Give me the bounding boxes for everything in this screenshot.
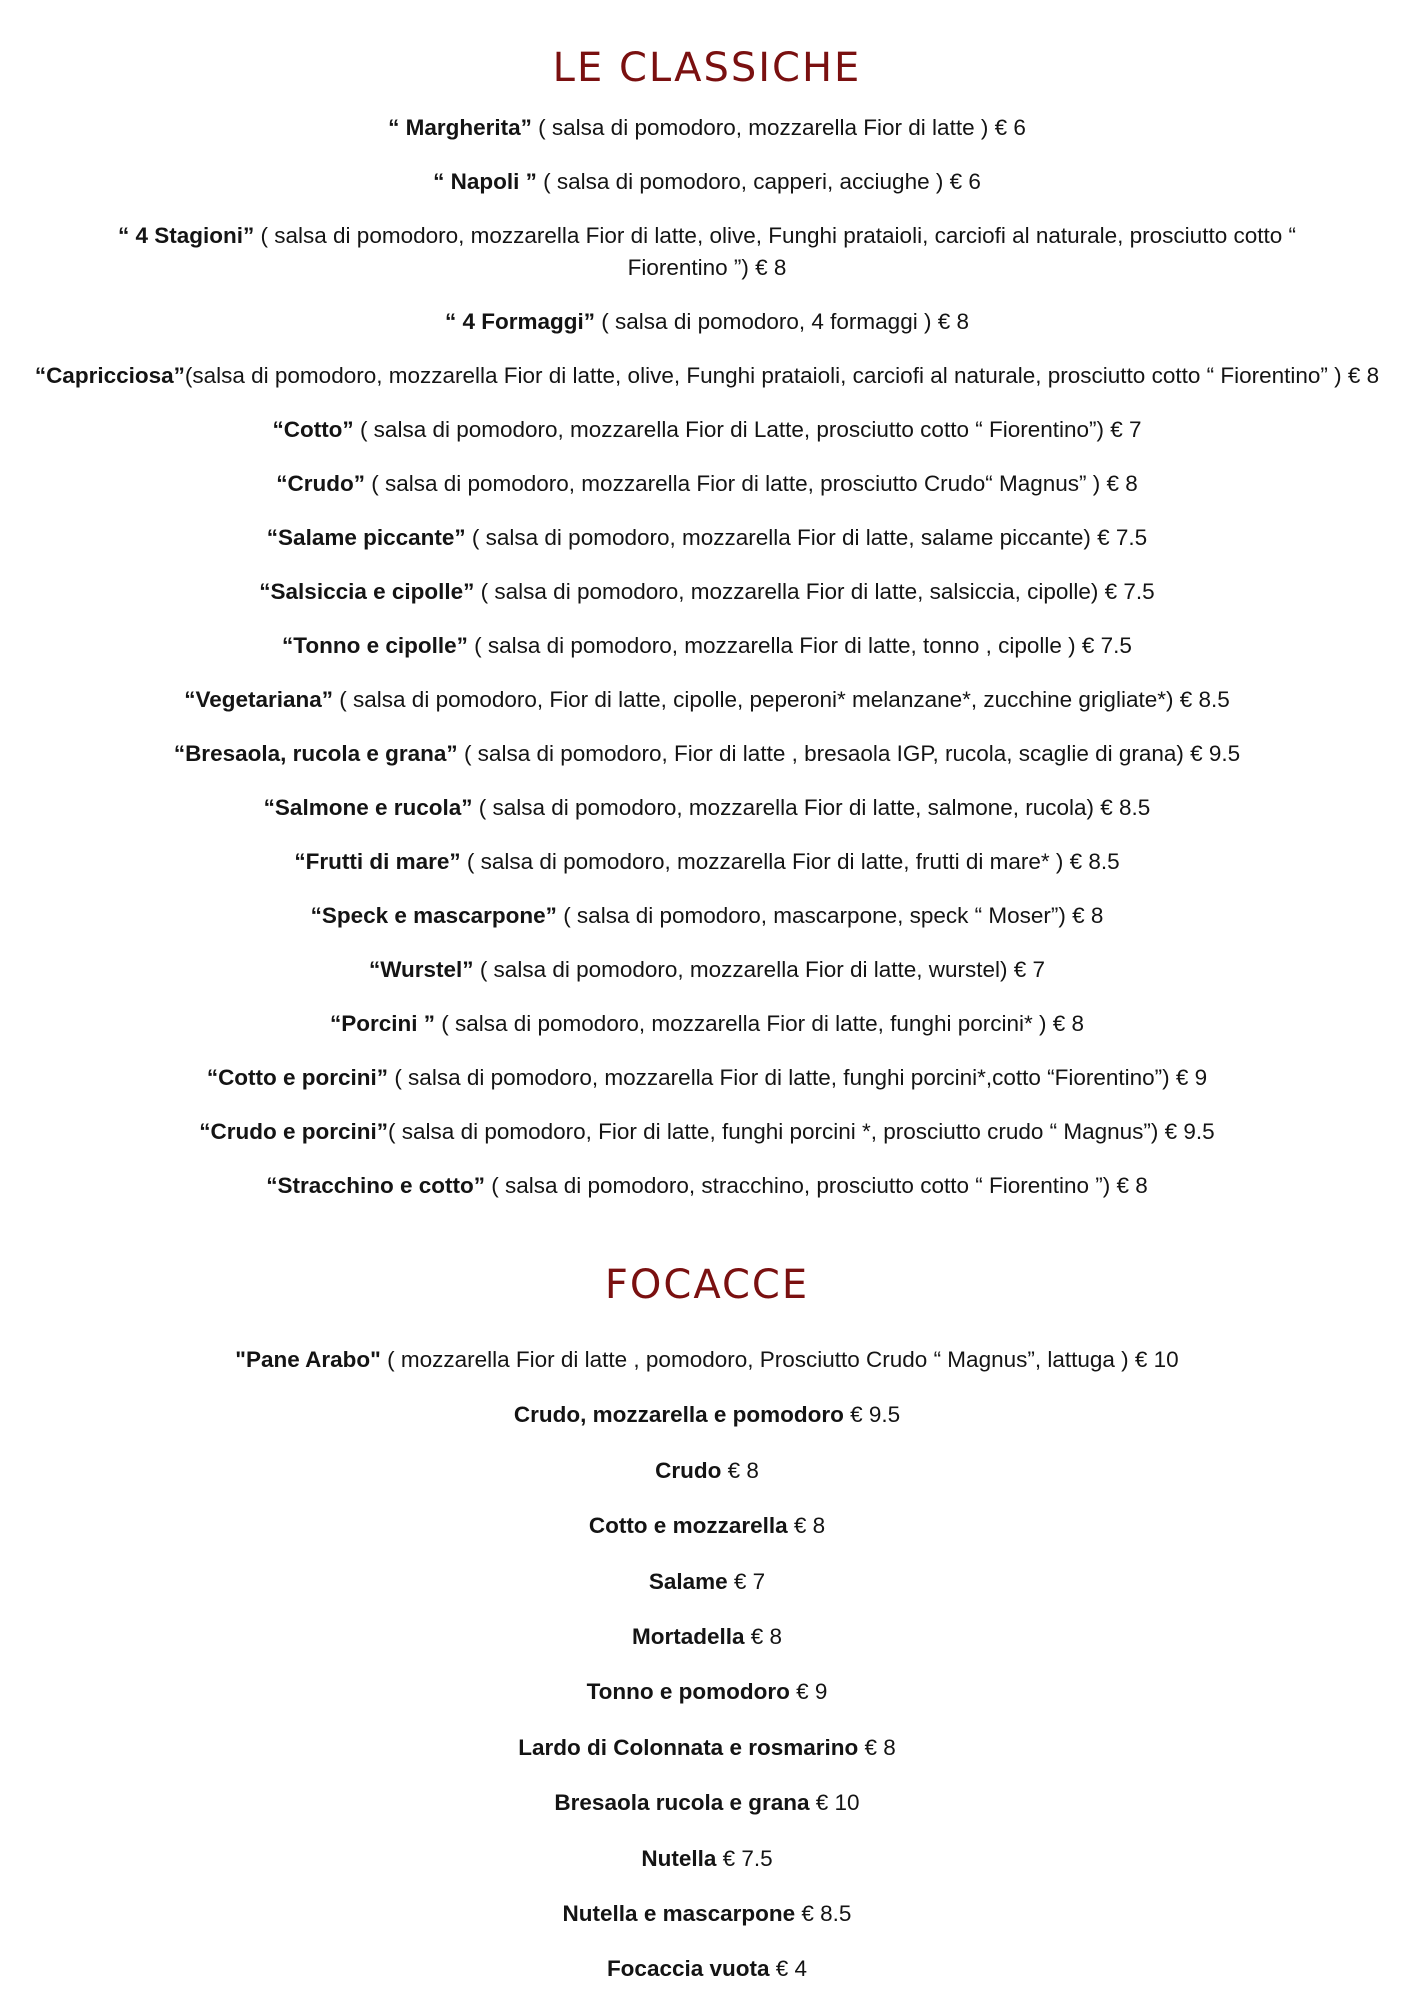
item-name: “Crudo” xyxy=(276,471,365,496)
item-description: ( salsa di pomodoro, mozzarella Fior di latte, salmone, rucola) € 8.5 xyxy=(472,795,1151,820)
menu-item xyxy=(22,900,1392,932)
menu-item xyxy=(22,112,1392,144)
item-description: ( salsa di pomodoro, mozzarella Fior di latte, wurstel) € 7 xyxy=(473,957,1046,982)
menu-item xyxy=(22,846,1392,878)
menu-item xyxy=(22,1008,1392,1040)
item-name: Salame xyxy=(648,1568,728,1594)
item-name: “ Napoli ” xyxy=(433,169,537,194)
item-price: € 7.5 xyxy=(716,1845,773,1871)
menu-item xyxy=(0,1344,1414,1376)
menu-item xyxy=(0,1621,1414,1653)
menu-item xyxy=(22,630,1392,662)
classiche-list xyxy=(22,112,1392,1224)
item-name: “Salame piccante” xyxy=(266,525,466,550)
item-name: Cotto e mozzarella xyxy=(588,1513,788,1539)
menu-item xyxy=(0,1732,1414,1764)
menu-item xyxy=(0,1898,1414,1930)
menu-item xyxy=(0,1455,1414,1487)
item-price: € 8 xyxy=(787,1513,826,1539)
item-description: (salsa di pomodoro, mozzarella Fior di latte, olive, Funghi prataioli, carciofi al naturale, prosciutto cotto “ Fiorentino” ) € 8 xyxy=(184,363,1380,388)
focacce-list xyxy=(0,1344,1414,2009)
item-name: “Salmone e rucola” xyxy=(263,795,473,820)
item-description: ( salsa di pomodoro, mozzarella Fior di latte, tonno , cipolle ) € 7.5 xyxy=(467,633,1132,658)
menu-item xyxy=(22,684,1392,716)
menu-item xyxy=(22,576,1392,608)
item-name: Crudo xyxy=(655,1457,722,1483)
item-name: Crudo, mozzarella e pomodoro xyxy=(513,1402,844,1428)
item-name: “Cotto” xyxy=(272,417,354,442)
menu-item xyxy=(0,1510,1414,1542)
item-name: "Pane Arabo" xyxy=(235,1347,381,1372)
item-name: “Speck e mascarpone” xyxy=(310,903,557,928)
item-description: ( mozzarella Fior di latte , pomodoro, Prosciutto Crudo “ Magnus”, lattuga ) € 10 xyxy=(380,1347,1179,1372)
item-price: € 8.5 xyxy=(795,1900,852,1926)
item-name: “Tonno e cipolle” xyxy=(282,633,468,658)
item-name: “Frutti di mare” xyxy=(294,849,461,874)
item-name: “Salsiccia e cipolle” xyxy=(259,579,475,604)
item-description: ( salsa di pomodoro, mozzarella Fior di latte, olive, Funghi prataioli, carciofi al naturale, prosciutto cotto “ Fiorentino ”) € 8 xyxy=(254,223,1296,280)
menu-item xyxy=(22,792,1392,824)
item-description: ( salsa di pomodoro, mozzarella Fior di latte, prosciutto Crudo“ Magnus” ) € 8 xyxy=(364,471,1138,496)
menu-item xyxy=(22,954,1392,986)
item-name: “Bresaola, rucola e grana” xyxy=(173,741,458,766)
menu-item xyxy=(0,1399,1414,1431)
item-price: € 7 xyxy=(727,1568,766,1594)
menu-item xyxy=(22,522,1392,554)
menu-item xyxy=(0,1787,1414,1819)
item-name: “Stracchino e cotto” xyxy=(266,1173,485,1198)
section-title-classiche: LE CLASSICHE xyxy=(552,45,862,91)
item-description: ( salsa di pomodoro, mozzarella Fior di latte, funghi porcini*,cotto “Fiorentino”) € 9 xyxy=(388,1065,1208,1090)
item-description: ( salsa di pomodoro, mozzarella Fior di latte ) € 6 xyxy=(531,115,1026,140)
menu-item xyxy=(22,738,1392,770)
item-description: ( salsa di pomodoro, mozzarella Fior di latte, salsiccia, cipolle) € 7.5 xyxy=(474,579,1155,604)
item-name: “Wurstel” xyxy=(368,957,474,982)
item-name: Lardo di Colonnata e rosmarino xyxy=(518,1734,859,1760)
item-description: ( salsa di pomodoro, Fior di latte, cipolle, peperoni* melanzane*, zucchine grigliate*) € 8.5 xyxy=(333,687,1230,712)
item-description: ( salsa di pomodoro, stracchino, prosciutto cotto “ Fiorentino ”) € 8 xyxy=(485,1173,1148,1198)
item-name: Mortadella xyxy=(631,1623,745,1649)
menu-item xyxy=(22,1170,1392,1202)
menu-item xyxy=(22,468,1392,500)
item-name: “ 4 Formaggi” xyxy=(445,309,596,334)
item-name: Focaccia vuota xyxy=(606,1956,770,1982)
menu-item xyxy=(22,306,1392,338)
item-name: “Porcini ” xyxy=(329,1011,435,1036)
item-description: ( salsa di pomodoro, mascarpone, speck “ Moser”) € 8 xyxy=(556,903,1104,928)
item-description: ( salsa di pomodoro, mozzarella Fior di latte, frutti di mare* ) € 8.5 xyxy=(460,849,1120,874)
item-description: ( salsa di pomodoro, mozzarella Fior di latte, funghi porcini* ) € 8 xyxy=(434,1011,1085,1036)
item-description: ( salsa di pomodoro, capperi, acciughe ) € 6 xyxy=(536,169,981,194)
menu-item xyxy=(0,1843,1414,1875)
item-description: ( salsa di pomodoro, Fior di latte , bresaola IGP, rucola, scaglie di grana) € 9.5 xyxy=(457,741,1241,766)
item-name: Tonno e pomodoro xyxy=(586,1679,790,1705)
menu-item xyxy=(0,1953,1414,1985)
menu-item xyxy=(0,1676,1414,1708)
item-name: “Capricciosa” xyxy=(34,363,185,388)
item-description: ( salsa di pomodoro, mozzarella Fior di Latte, prosciutto cotto “ Fiorentino”) € 7 xyxy=(353,417,1142,442)
item-description: ( salsa di pomodoro, mozzarella Fior di latte, salame piccante) € 7.5 xyxy=(465,525,1148,550)
item-name: “Vegetariana” xyxy=(184,687,334,712)
item-description: ( salsa di pomodoro, Fior di latte, funghi porcini *, prosciutto crudo “ Magnus”) € 9.5 xyxy=(388,1119,1215,1144)
item-name: Bresaola rucola e grana xyxy=(554,1790,810,1816)
section-title-focacce: FOCACCE xyxy=(604,1262,810,1308)
menu-item xyxy=(22,1116,1392,1148)
item-description: ( salsa di pomodoro, 4 formaggi ) € 8 xyxy=(595,309,969,334)
item-name: “Cotto e porcini” xyxy=(206,1065,389,1090)
item-price: € 8 xyxy=(744,1623,783,1649)
item-price: € 8 xyxy=(721,1457,759,1483)
item-price: € 9.5 xyxy=(843,1402,901,1428)
menu-item xyxy=(22,414,1392,446)
item-price: € 8 xyxy=(858,1734,896,1760)
item-price: € 4 xyxy=(769,1956,808,1982)
item-name: Nutella e mascarpone xyxy=(562,1900,796,1926)
menu-item xyxy=(22,166,1392,198)
item-price: € 10 xyxy=(809,1790,860,1816)
item-price: € 9 xyxy=(789,1679,828,1705)
item-name: “Crudo e porcini” xyxy=(199,1119,389,1144)
menu-item xyxy=(0,1566,1414,1598)
item-name: “ 4 Stagioni” xyxy=(118,223,255,248)
menu-item xyxy=(22,1062,1392,1094)
menu-item xyxy=(22,220,1392,284)
item-name: Nutella xyxy=(641,1845,717,1871)
item-name: “ Margherita” xyxy=(388,115,532,140)
menu-item xyxy=(22,360,1392,392)
